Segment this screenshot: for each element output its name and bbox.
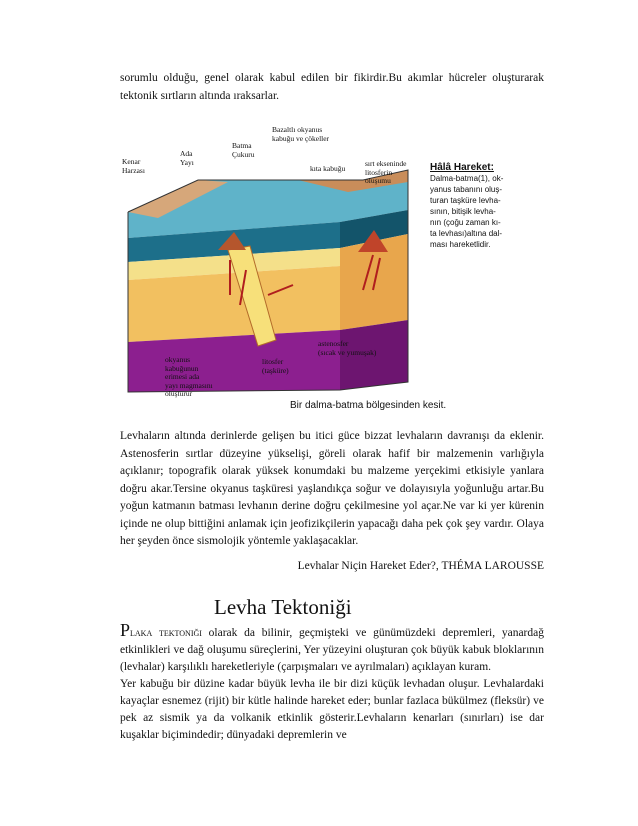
label-batma-cukuru: Batma Çukuru bbox=[232, 141, 255, 159]
smallcaps-term: laka tektoniği bbox=[130, 627, 202, 639]
label-bazalt: Bazaltlı okyanus kabuğu ve çökeller bbox=[272, 125, 330, 143]
body2-rest: olarak da bilinir, geçmişteki ve günümüzdeki depremleri, yanardağ etkinlikleri ve dağ oluşumu süreçlerini, Yer yüzeyini oluşturan çok büyük kabuk bloklarının (levhalar) karşılıklı hareketleriyle (çarpışmaları ve ayrılmaları) açıklayan kuram. bbox=[120, 627, 544, 673]
intro-paragraph: sorumlu olduğu, genel olarak kabul edilen bir fikirdir.Bu akımlar hücreler oluşturarak tektonik sırtların altında ıraksarlar. bbox=[120, 72, 544, 102]
label-sirt-ekseni: sırt ekseninde litosferin oluşumu bbox=[365, 159, 407, 185]
label-astenosfer: astenosfer (sıcak ve yumuşak) bbox=[318, 339, 377, 357]
body-paragraph-2 bbox=[120, 622, 544, 744]
section-heading: Levha Tektoniği bbox=[214, 595, 352, 619]
label-litosfer: litosfer (taşküre) bbox=[262, 357, 289, 375]
body-paragraph-1: Levhaların altında derinlerde gelişen bu itici güce bizzat levhaların davranışı da eklenir. Astenosferin sırtlar düzeyine yükselişi, göreli olarak hafif bir malzemenin varlığıyla açıklanır; topografik olarak yüksek konumdaki bu malzeme yerçekimi etkisiyle yanlara doğru akar.Tersine okyanus taşküresi yaşlandıkça soğur ve dolayısıyla yoğunluğu artar.Bu yoğun katmanın batması levhanın derine doğru çekilmesine yol açar.Ne var ki yer kürenin içinde ne olup bittiğini anlamak için jeofizikçilerin yapacağı daha pek çok şey vardır. Olaya her şeyden önce sismolojik yöntemle yaklaşacaklar. bbox=[120, 430, 544, 547]
label-kenar-harzasi: Kenar Harzası bbox=[122, 157, 145, 175]
body2-p2: Yer kabuğu bir düzine kadar büyük levha ile bir dizi küçük levhadan oluşur. Levhalardaki kayaçlar esnemez (rijit) bir kütle halinde hareket eder; bunlar fazlaca bükülmez (fleksür) ve pek az sismik ya da volkanik etkinlik gösterir.Levhaların kenarları (sınırları) ise dar kuşaklar biçimindedir; dünyadaki depremlerin ve bbox=[120, 678, 544, 741]
hala-hareket-title: Hâlâ Hareket: bbox=[430, 162, 494, 173]
label-okyanus-kabugu: okyanus kabuğunun erimesi ada yayı magmasını oluşturur bbox=[165, 355, 213, 398]
figure-caption: Bir dalma-batma bölgesinden kesit. bbox=[290, 400, 447, 411]
drop-cap: P bbox=[120, 620, 131, 640]
label-kita-kabugu: kıta kabuğu bbox=[310, 164, 346, 173]
hala-hareket-note: Hâlâ Hareket: Dalma-batma(1), ok- yanus tabanını oluş- turan taşküre levha- sının, bitişik levha- nın (çoğu zaman kı- ta levhası)altına dal- ması hareketlidir. bbox=[430, 162, 540, 250]
label-ada-yayi: Ada Yayı bbox=[180, 149, 194, 167]
source-citation: Levhalar Niçin Hareket Eder?, THÉMA LAROUSSE bbox=[297, 560, 544, 572]
